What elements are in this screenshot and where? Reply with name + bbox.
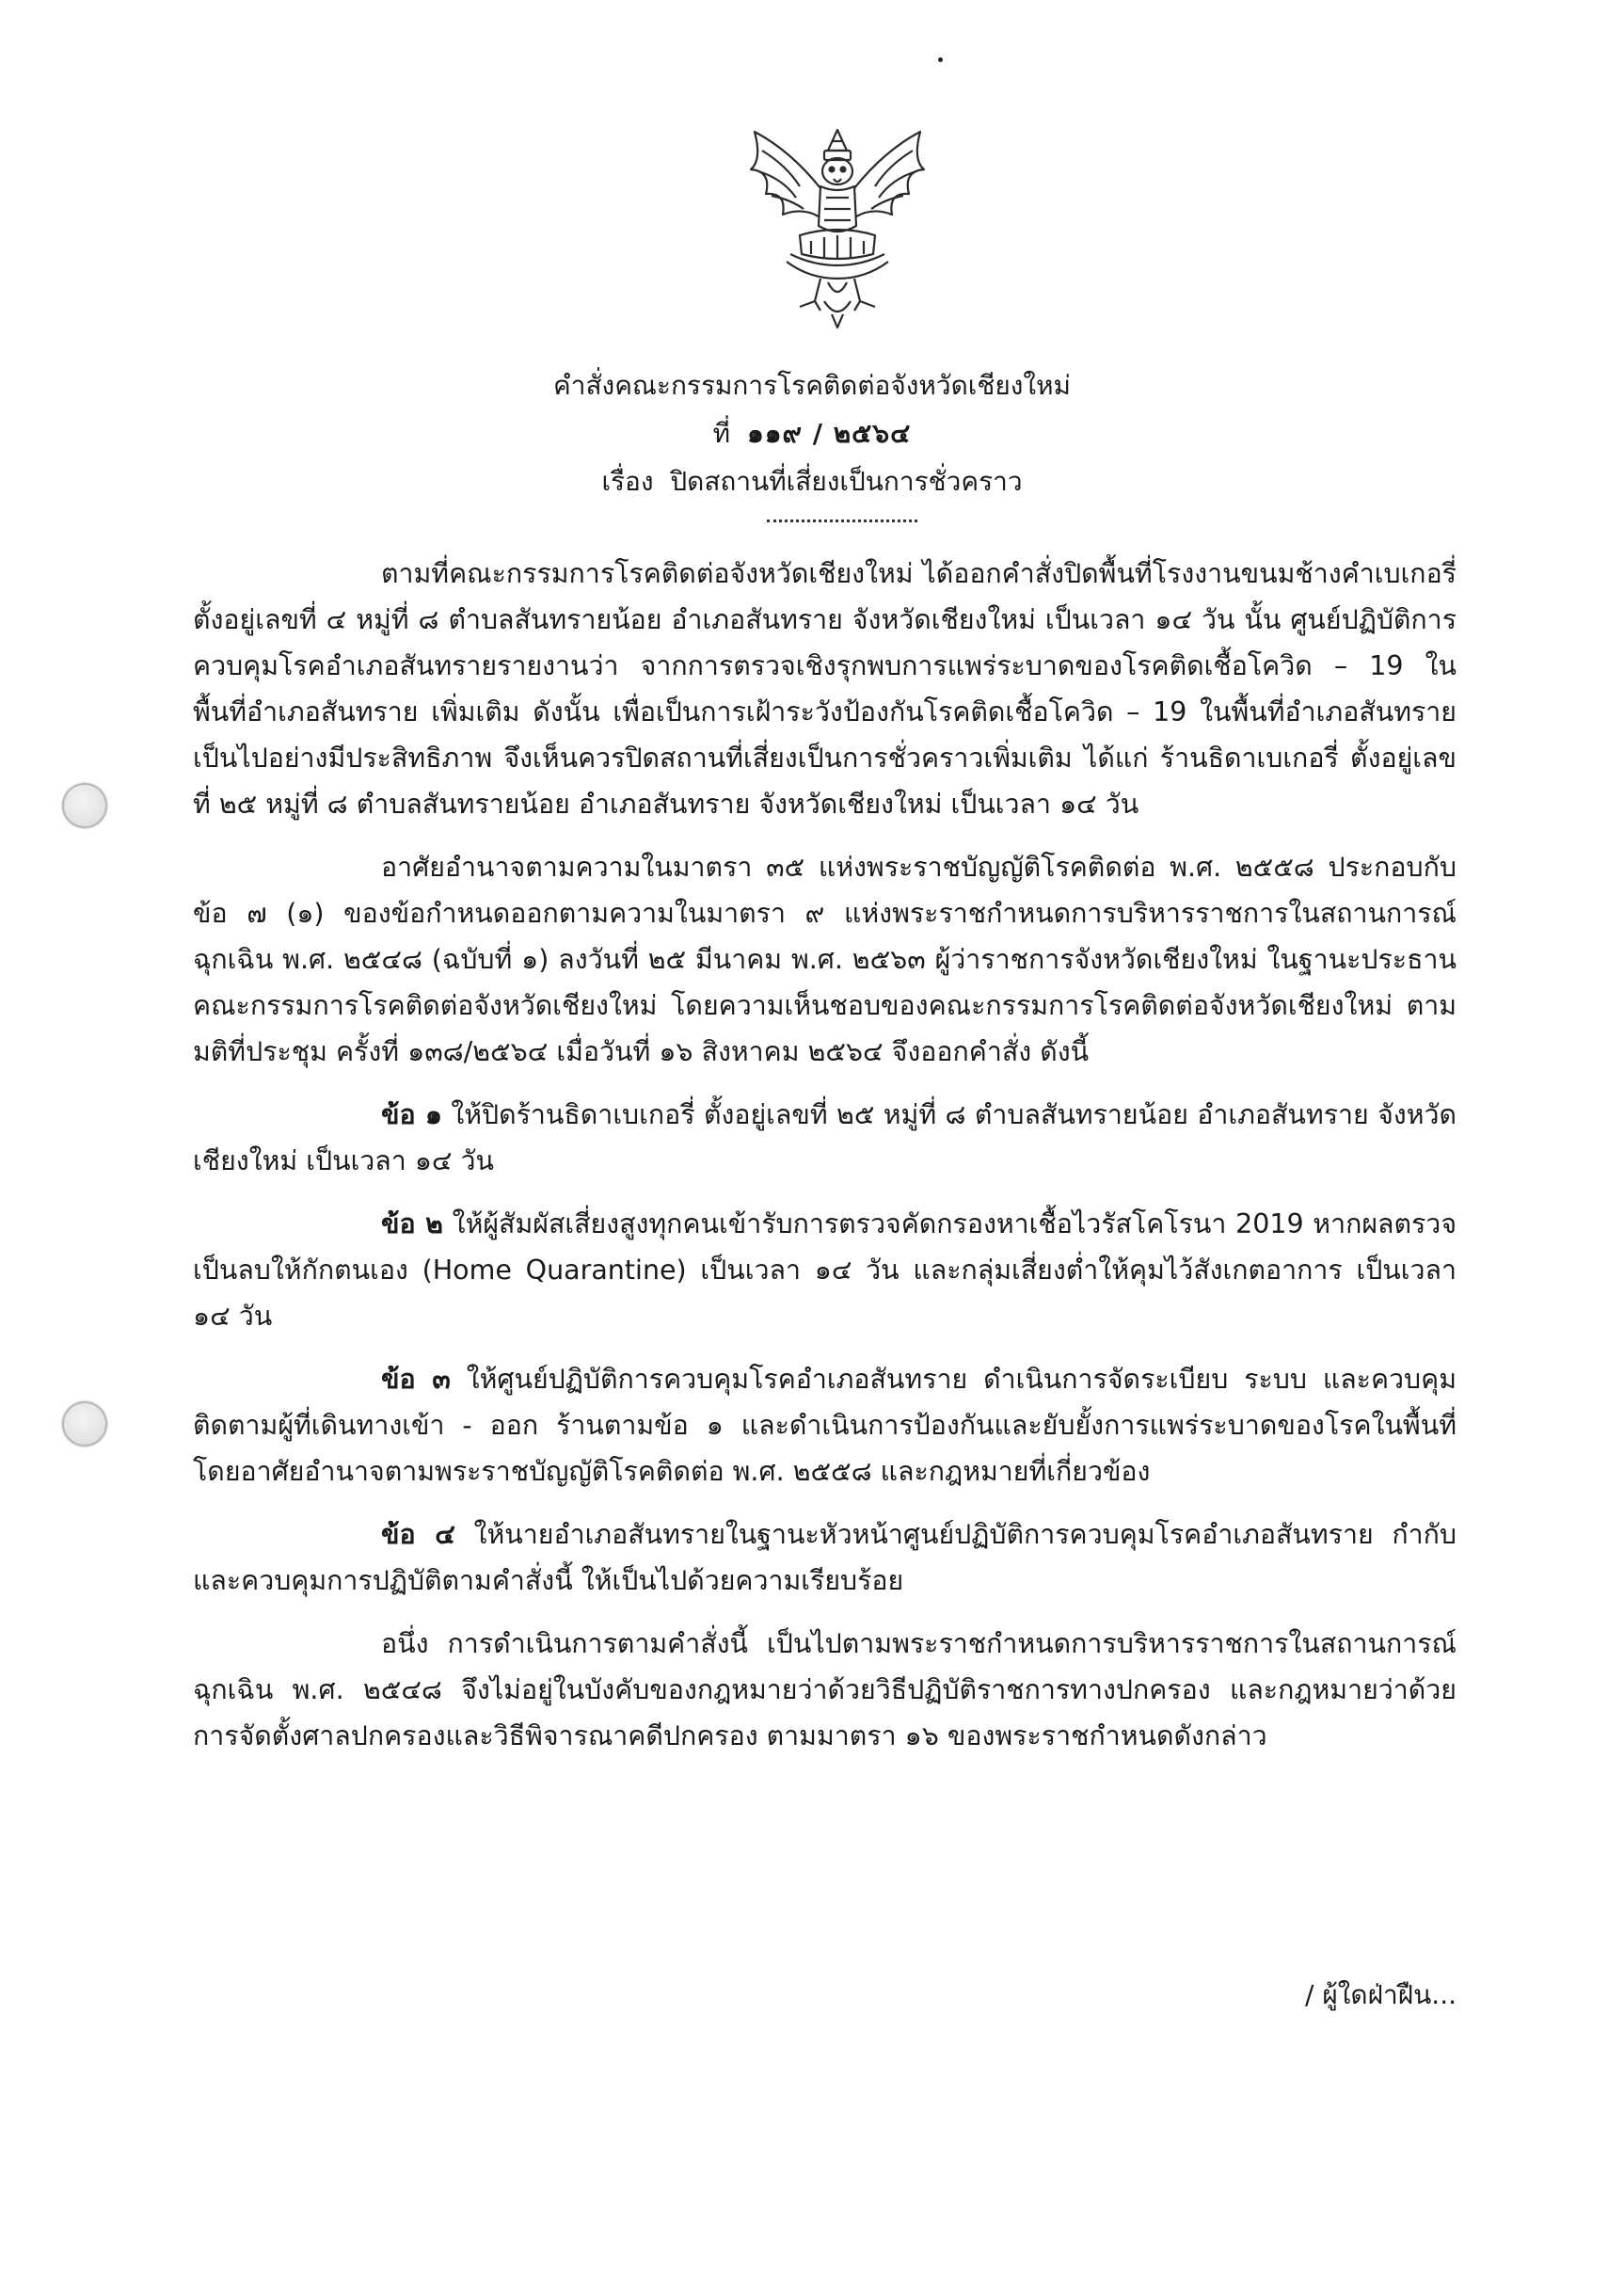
authority-paragraph: อาศัยอำนาจตามความในมาตรา ๓๕ แห่งพระราชบัญญัติโรคติดต่อ พ.ศ. ๒๕๕๘ ประกอบกับ ข้อ ๗ (๑) ของข้อกำหนดออกตามความในมาตรา ๙ แห่งพระราชกำหนดการบริหารราชการในสถานการณ์ฉุกเฉิน พ.ศ. ๒๕๔๘ (ฉบับที่ ๑) ลงวันที่ ๒๕ มีนาคม พ.ศ. ๒๕๖๓ ผู้ว่าราชการจังหวัดเชียงใหม่ ในฐานะประธานคณะกรรมการโรคติดต่อจังหวัดเชียงใหม่ โดยความเห็นชอบของคณะกรรมการโรคติดต่อจังหวัดเชียงใหม่ ตามมติที่ประชุม ครั้งที่ ๑๓๘/๒๕๖๔ เมื่อวันที่ ๑๖ สิงหาคม ๒๕๖๔ จึงออกคำสั่ง ดังนี้ — [193, 852, 1457, 1067]
order-number — [0, 409, 1624, 458]
punch-hole — [62, 1401, 107, 1447]
subject-prefix: เรื่อง — [601, 466, 654, 497]
intro-paragraph: ตามที่คณะกรรมการโรคติดต่อจังหวัดเชียงใหม่ ได้ออกคำสั่งปิดพื้นที่โรงงานขนมช้างคำเบเกอรี่ ตั้งอยู่เลขที่ ๔ หมู่ที่ ๘ ตำบลสันทรายน้อย อำเภอสันทราย จังหวัดเชียงใหม่ เป็นเวลา ๑๔ วัน นั้น ศูนย์ปฏิบัติการควบคุมโรคอำเภอสันทรายรายงานว่า จากการตรวจเชิงรุกพบการแพร่ระบาดของโรคติดเชื้อโควิด – 19 ในพื้นที่อำเภอสันทราย เพิ่มเติม ดังนั้น เพื่อเป็นการเฝ้าระวังป้องกันโรคติดเชื้อโควิด – 19 ในพื้นที่อำเภอสันทราย เป็นไปอย่างมีประสิทธิภาพ จึงเห็นควรปิดสถานที่เสี่ยงเป็นการชั่วคราวเพิ่มเติม ได้แก่ ร้านธิดาเบเกอรี่ ตั้งอยู่เลขที่ ๒๕ หมู่ที่ ๘ ตำบลสันทรายน้อย อำเภอสันทราย จังหวัดเชียงใหม่ เป็นเวลา ๑๔ วัน — [193, 558, 1457, 820]
punch-hole — [62, 783, 107, 828]
clause-3 — [193, 1356, 1457, 1495]
subject-value: ปิดสถานที่เสี่ยงเป็นการชั่วคราว — [670, 466, 1023, 497]
garuda-emblem-icon — [734, 113, 941, 329]
order-title: คำสั่งคณะกรรมการโรคติดต่อจังหวัดเชียงใหม่ — [552, 370, 1072, 401]
clause-label: ข้อ ๒ — [381, 1208, 443, 1239]
continuation-note: / ผู้ใดฝ่าฝืน... — [1305, 1979, 1457, 2010]
closing-paragraph: อนึ่ง การดำเนินการตามคำสั่งนี้ เป็นไปตามพระราชกำหนดการบริหารราชการในสถานการณ์ฉุกเฉิน พ.ศ. ๒๕๔๘ จึงไม่อยู่ในบังคับของกฎหมายว่าด้วยวิธีปฏิบัติราชการทางปกครอง และกฎหมายว่าด้วยการจัดตั้งศาลปกครองและวิธีพิจารณาคดีปกครอง ตามมาตรา ๑๖ ของพระราชกำหนดดังกล่าว — [193, 1628, 1457, 1751]
clause-text: ให้ปิดร้านธิดาเบเกอรี่ ตั้งอยู่เลขที่ ๒๕ หมู่ที่ ๘ ตำบลสันทรายน้อย อำเภอสันทราย จังหวัดเชียงใหม่ เป็นเวลา ๑๔ วัน — [193, 1099, 1457, 1176]
scan-speck — [938, 57, 943, 62]
number-prefix: ที่ — [712, 418, 731, 449]
clause-1 — [193, 1092, 1457, 1184]
order-body — [193, 551, 1457, 1776]
clause-label: ข้อ ๑ — [381, 1099, 442, 1130]
clause-2 — [193, 1201, 1457, 1339]
clause-text: ให้ศูนย์ปฏิบัติการควบคุมโรคอำเภอสันทราย ดำเนินการจัดระเบียบ ระบบ และควบคุมติดตามผู้ที่เดินทางเข้า - ออก ร้านตามข้อ ๑ และดำเนินการป้องกันและยับยั้งการแพร่ระบาดของโรคในพื้นที่ โดยอาศัยอำนาจตามพระราชบัญญัติโรคติดต่อ พ.ศ. ๒๕๕๘ และกฎหมายที่เกี่ยวข้อง — [193, 1364, 1457, 1487]
clause-4 — [193, 1511, 1457, 1604]
order-subject — [0, 457, 1624, 506]
clause-text: ให้นายอำเภอสันทรายในฐานะหัวหน้าศูนย์ปฏิบัติการควบคุมโรคอำเภอสันทราย กำกับและควบคุมการปฏิบัติตามคำสั่งนี้ ให้เป็นไปด้วยความเรียบร้อย — [193, 1519, 1457, 1596]
clause-label: ข้อ ๓ — [381, 1364, 451, 1395]
divider — [767, 520, 917, 522]
clause-label: ข้อ ๔ — [381, 1519, 455, 1550]
clause-text: ให้ผู้สัมผัสเสี่ยงสูงทุกคนเข้ารับการตรวจคัดกรองหาเชื้อไวรัสโคโรนา 2019 หากผลตรวจเป็นลบให้กักตนเอง (Home Quarantine) เป็นเวลา ๑๔ วัน และกลุ่มเสี่ยงต่ำให้คุมไว้สังเกตอาการ เป็นเวลา ๑๔ วัน — [193, 1208, 1457, 1332]
number-value: ๑๑๙ / ๒๕๖๔ — [746, 418, 912, 449]
